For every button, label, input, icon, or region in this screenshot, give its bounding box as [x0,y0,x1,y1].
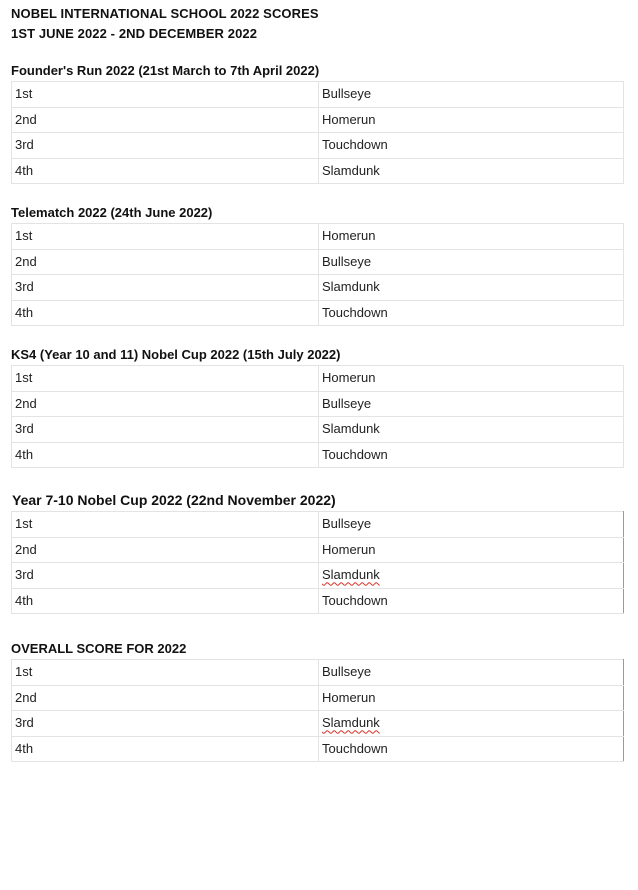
table-row [12,249,624,275]
place-cell: 4th [12,736,319,762]
table-row [12,660,624,686]
team-cell: Touchdown [319,300,624,326]
place-cell: 4th [12,588,319,614]
scores-table-founders-run [11,81,624,184]
team-cell: Homerun [319,107,624,133]
team-cell: Bullseye [319,249,624,275]
scores-table-overall-score [11,659,624,762]
table-row [12,275,624,301]
section-heading-ks4-nobel-cup: KS4 (Year 10 and 11) Nobel Cup 2022 (15th July 2022) [11,347,341,362]
team-cell: Touchdown [319,588,624,614]
table-row [12,736,624,762]
place-cell: 3rd [12,711,319,737]
table-row [12,82,624,108]
table-row [12,442,624,468]
team-cell: Slamdunk [319,275,624,301]
scores-table-year7-10-nobel-cup [11,511,624,614]
team-cell: Bullseye [319,660,624,686]
table-row [12,512,624,538]
spellcheck-flagged-text[interactable]: Slamdunk [322,715,380,731]
place-cell: 1st [12,512,319,538]
table-row [12,366,624,392]
place-cell: 4th [12,300,319,326]
place-cell: 3rd [12,417,319,443]
place-cell: 3rd [12,563,319,589]
place-cell: 4th [12,442,319,468]
team-cell: Bullseye [319,512,624,538]
place-cell: 1st [12,224,319,250]
place-cell: 4th [12,158,319,184]
team-cell: Touchdown [319,442,624,468]
team-cell: Touchdown [319,133,624,159]
scores-table-ks4-nobel-cup [11,365,624,468]
place-cell: 2nd [12,685,319,711]
table-row [12,417,624,443]
place-cell: 3rd [12,275,319,301]
table-row [12,537,624,563]
section-heading-overall-score: OVERALL SCORE FOR 2022 [11,641,187,656]
section-heading-telematch: Telematch 2022 (24th June 2022) [11,205,213,220]
document-title: NOBEL INTERNATIONAL SCHOOL 2022 SCORES [11,6,319,21]
team-cell [319,563,624,589]
place-cell: 2nd [12,537,319,563]
place-cell: 1st [12,660,319,686]
team-cell: Homerun [319,366,624,392]
table-row [12,224,624,250]
team-cell: Homerun [319,537,624,563]
scores-table-telematch [11,223,624,326]
place-cell: 1st [12,366,319,392]
table-row [12,711,624,737]
place-cell: 2nd [12,249,319,275]
table-row [12,563,624,589]
section-heading-founders-run: Founder's Run 2022 (21st March to 7th April 2022) [11,63,320,78]
team-cell [319,711,624,737]
document-header [11,4,319,44]
team-cell: Touchdown [319,736,624,762]
place-cell: 2nd [12,391,319,417]
team-cell: Slamdunk [319,158,624,184]
place-cell: 2nd [12,107,319,133]
table-row [12,133,624,159]
table-row [12,158,624,184]
table-row [12,685,624,711]
table-row [12,391,624,417]
section-heading-year7-10-nobel-cup: Year 7-10 Nobel Cup 2022 (22nd November 2022) [12,492,336,508]
document-date-range: 1ST JUNE 2022 - 2ND DECEMBER 2022 [11,26,258,41]
team-cell: Bullseye [319,391,624,417]
team-cell: Bullseye [319,82,624,108]
place-cell: 3rd [12,133,319,159]
place-cell: 1st [12,82,319,108]
table-row [12,300,624,326]
table-row [12,588,624,614]
team-cell: Slamdunk [319,417,624,443]
spellcheck-flagged-text[interactable]: Slamdunk [322,567,380,583]
team-cell: Homerun [319,224,624,250]
team-cell: Homerun [319,685,624,711]
table-row [12,107,624,133]
